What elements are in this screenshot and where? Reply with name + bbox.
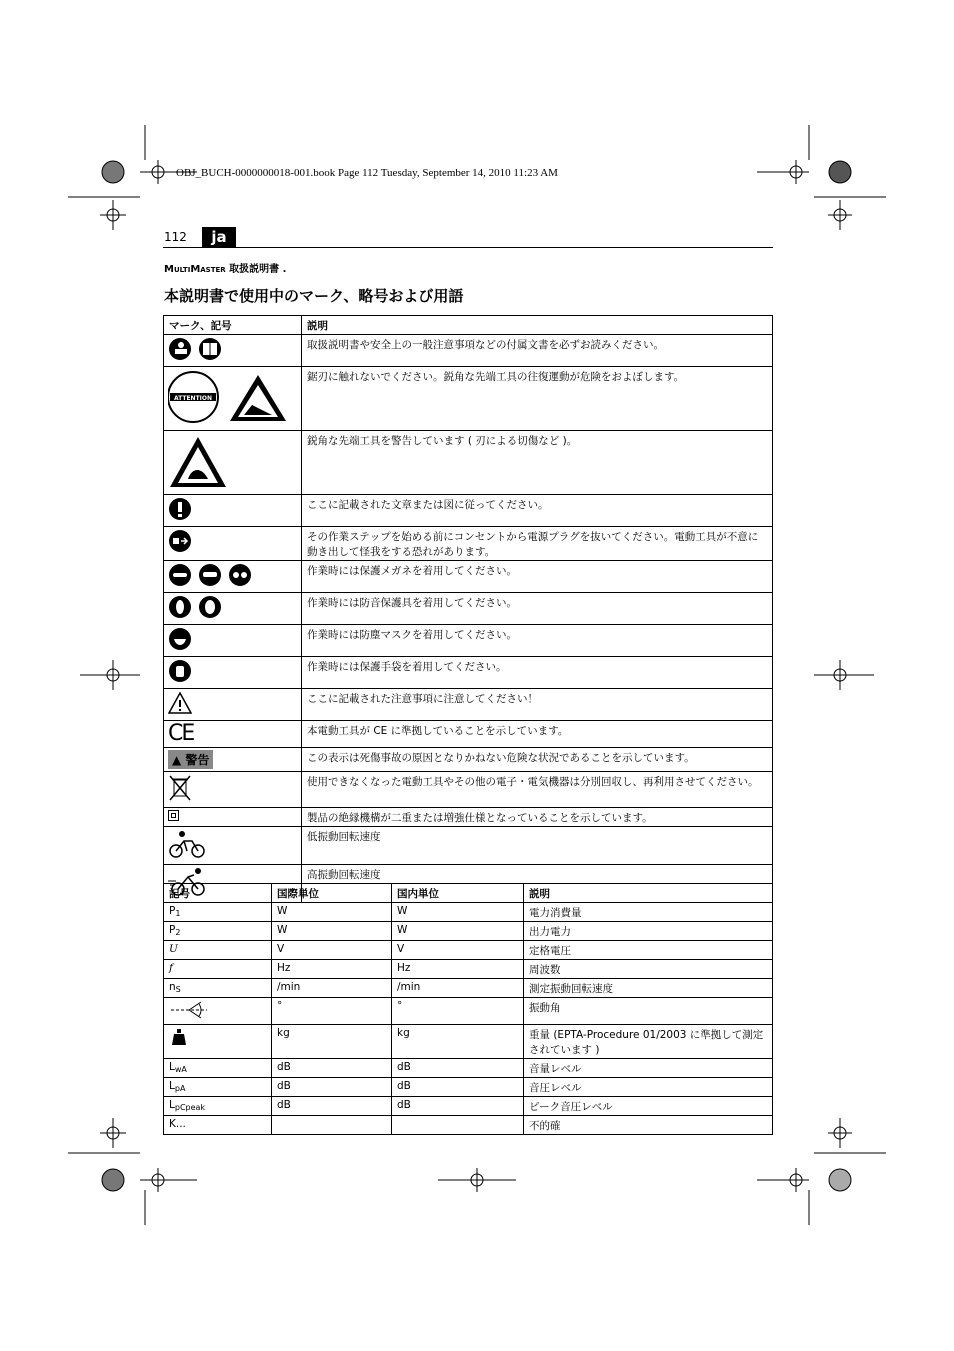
table-row (164, 748, 773, 772)
symbol: K... (164, 1116, 272, 1135)
symbol: L (169, 1099, 175, 1111)
table-row (164, 922, 773, 941)
domestic-unit: W (392, 903, 524, 922)
sharp-tool-warning-icon (168, 433, 228, 489)
units-table (163, 883, 773, 1135)
caution-triangle-icon (168, 691, 192, 715)
row-desc: ここに記載された文章または図に従ってください。 (302, 495, 773, 527)
oscillation-angle-icon (169, 1000, 209, 1020)
description: 重量 (EPTA-Procedure 01/2003 に準拠して測定されています ) (524, 1025, 773, 1059)
table-row (164, 689, 773, 721)
row-desc: 高振動回転速度 (302, 865, 773, 903)
table-row (164, 431, 773, 495)
double-insulation-icon (168, 810, 179, 821)
weee-bin-icon (168, 774, 192, 802)
header-description: 説明 (302, 316, 773, 335)
description: 音圧レベル (524, 1078, 773, 1097)
table-row (164, 721, 773, 748)
symbol-sub: S (175, 985, 181, 994)
header-description: 説明 (524, 884, 773, 903)
row-desc: 作業時には保護メガネを着用してください。 (302, 561, 773, 593)
row-desc: 作業時には防音保護具を着用してください。 (302, 593, 773, 625)
intl-unit: kg (272, 1025, 392, 1059)
symbol-sub: 2 (175, 928, 181, 937)
section-title: 本説明書で使用中のマーク、略号および用語 (164, 287, 464, 305)
row-desc: 作業時には防塵マスクを着用してください。 (302, 625, 773, 657)
table-row (164, 561, 773, 593)
intl-unit: /min (272, 979, 392, 998)
description: 振動角 (524, 998, 773, 1025)
intl-unit: W (272, 922, 392, 941)
domestic-unit: V (392, 941, 524, 960)
symbol: U (169, 943, 178, 955)
intl-unit: ° (272, 998, 392, 1025)
intl-unit (272, 1116, 392, 1135)
domestic-unit: /min (392, 979, 524, 998)
table-row (164, 1116, 773, 1135)
table-header-row (164, 884, 773, 903)
header-symbol: 記号 (164, 884, 272, 903)
row-desc: 製品の絶縁機構が二重または増強仕様となっていることを示しています。 (302, 808, 773, 827)
product-suffix: 取扱説明書 . (225, 264, 287, 275)
symbol: n (169, 981, 176, 993)
header-domestic-unit: 国内単位 (392, 884, 524, 903)
symbol: P (169, 905, 176, 917)
table-row (164, 827, 773, 865)
symbols-table (163, 315, 773, 903)
book-header: OBJ_BUCH-0000000018-001.book Page 112 Tuesday, September 14, 2010 11:23 AM (176, 167, 558, 179)
intl-unit: W (272, 903, 392, 922)
domestic-unit: kg (392, 1025, 524, 1059)
row-desc: 鋸刃に触れないでください。鋭角な先端工具の往復運動が危険をおよぼします。 (302, 367, 773, 431)
table-row (164, 1097, 773, 1116)
eye-protection-icon (168, 563, 258, 587)
symbol: f (169, 962, 173, 974)
description: 定格電圧 (524, 941, 773, 960)
description: 出力電力 (524, 922, 773, 941)
description: 測定振動回転速度 (524, 979, 773, 998)
description: 電力消費量 (524, 903, 773, 922)
intl-unit: dB (272, 1097, 392, 1116)
dust-mask-icon (168, 627, 192, 651)
domestic-unit: dB (392, 1078, 524, 1097)
table-row (164, 979, 773, 998)
row-desc: その作業ステップを始める前にコンセントから電源プラグを抜いてください。電動工具が不意に動き出して怪我をする恐れがあります。 (302, 527, 773, 561)
language-tab: ja (202, 227, 236, 247)
table-row (164, 527, 773, 561)
read-manual-icon (168, 337, 228, 361)
table-row (164, 1059, 773, 1078)
table-row (164, 998, 773, 1025)
table-row (164, 772, 773, 808)
domestic-unit: ° (392, 998, 524, 1025)
table-row (164, 367, 773, 431)
warning-label: 警告 (185, 753, 210, 767)
domestic-unit: dB (392, 1059, 524, 1078)
hearing-protection-icon (168, 595, 228, 619)
attention-label: ATTENTION (173, 395, 213, 402)
intl-unit: Hz (272, 960, 392, 979)
domestic-unit: W (392, 922, 524, 941)
unplug-icon (168, 529, 192, 553)
symbol: L (169, 1080, 175, 1092)
page-number: 112 (164, 230, 187, 244)
row-desc: 使用できなくなった電動工具やその他の電子・電気機器は分別回収し、再利用させてください。 (302, 772, 773, 808)
symbol-sub: wA (174, 1065, 187, 1074)
gloves-icon (168, 659, 192, 683)
table-header-row (164, 316, 773, 335)
domestic-unit: dB (392, 1097, 524, 1116)
table-row (164, 1025, 773, 1059)
table-row (164, 941, 773, 960)
row-desc: 作業時には保護手袋を着用してください。 (302, 657, 773, 689)
description: 不的確 (524, 1116, 773, 1135)
low-speed-bicycle-icon (168, 829, 208, 859)
intl-unit: V (272, 941, 392, 960)
table-row (164, 903, 773, 922)
table-row (164, 1078, 773, 1097)
symbol-sub: pCpeak (174, 1103, 206, 1112)
symbol-sub: pA (174, 1084, 186, 1093)
table-row (164, 657, 773, 689)
row-desc: 取扱説明書や安全上の一般注意事項などの付属文書を必ずお読みください。 (302, 335, 773, 367)
product-name: MultiMaster (164, 264, 226, 275)
header-intl-unit: 国際単位 (272, 884, 392, 903)
description: 周波数 (524, 960, 773, 979)
table-row (164, 625, 773, 657)
intl-unit: dB (272, 1078, 392, 1097)
domestic-unit: Hz (392, 960, 524, 979)
attention-blade-icon (168, 369, 288, 425)
row-desc: この表示は死傷事故の原因となりかねない危険な状況であることを示しています。 (302, 748, 773, 772)
row-desc: 鋭角な先端工具を警告しています ( 刃による切傷など )。 (302, 431, 773, 495)
table-row (164, 593, 773, 625)
product-line (164, 260, 286, 275)
header-mark: マーク、記号 (164, 316, 302, 335)
row-desc: 本電動工具が CE に準拠していることを示しています。 (302, 721, 773, 748)
description: 音量レベル (524, 1059, 773, 1078)
row-desc: 低振動回転速度 (302, 827, 773, 865)
domestic-unit (392, 1116, 524, 1135)
table-row (164, 495, 773, 527)
ce-mark: CE (168, 721, 194, 746)
row-desc: ここに記載された注意事項に注意してください！ (302, 689, 773, 721)
symbol: L (169, 1061, 175, 1073)
intl-unit: dB (272, 1059, 392, 1078)
table-row (164, 808, 773, 827)
table-row (164, 335, 773, 367)
mandatory-icon (168, 497, 192, 521)
description: ピーク音圧レベル (524, 1097, 773, 1116)
warning-badge: ▲ 警告 (168, 750, 213, 769)
symbol-sub: 1 (175, 909, 181, 918)
symbol: P (169, 924, 176, 936)
header-rule (163, 247, 773, 248)
weight-icon (169, 1027, 189, 1047)
table-row (164, 960, 773, 979)
